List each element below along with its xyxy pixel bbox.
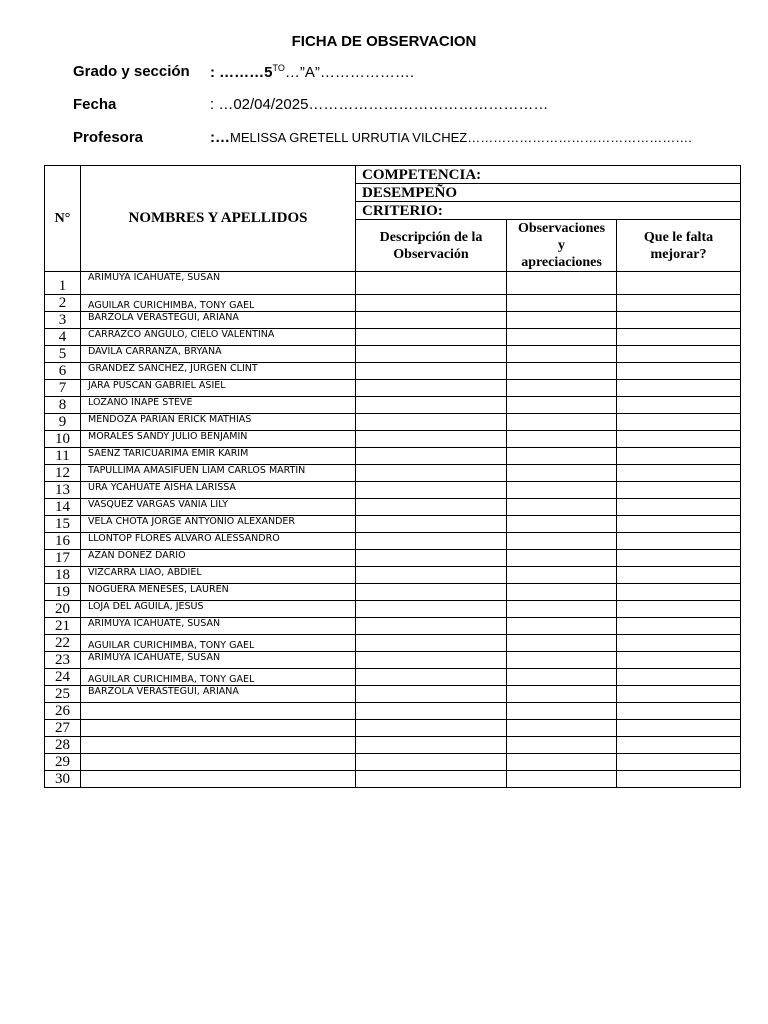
mejorar-cell[interactable] (617, 414, 741, 431)
observaciones-cell[interactable] (507, 414, 617, 431)
descripcion-cell[interactable] (356, 652, 507, 669)
descripcion-cell[interactable] (356, 703, 507, 720)
descripcion-cell[interactable] (356, 397, 507, 414)
student-name: VELA CHOTA JORGE ANTYONIO ALEXANDER (81, 516, 356, 533)
table-row (45, 652, 741, 669)
desempeno-header: DESEMPEÑO (356, 184, 741, 202)
row-number: 13 (45, 482, 81, 499)
descripcion-cell[interactable] (356, 448, 507, 465)
descripcion-cell[interactable] (356, 516, 507, 533)
row-number: 7 (45, 380, 81, 397)
table-row (45, 737, 741, 754)
student-name: BARZOLA VERASTEGUI, ARIANA (81, 312, 356, 329)
table-row (45, 363, 741, 380)
descripcion-cell[interactable] (356, 720, 507, 737)
mejorar-cell[interactable] (617, 516, 741, 533)
descripcion-cell[interactable] (356, 363, 507, 380)
page-title: FICHA DE OBSERVACION (291, 33, 477, 50)
row-number: 4 (45, 329, 81, 346)
observaciones-cell[interactable] (507, 669, 617, 686)
student-name: CARRAZCO ANGULO, CIELO VALENTINA (81, 329, 356, 346)
profesora-value: :…MELISSA GRETELL URRUTIA VILCHEZ……………………………………………. (210, 129, 692, 146)
table-row (45, 312, 741, 329)
table-row (45, 754, 741, 771)
names-header: NOMBRES Y APELLIDOS (81, 166, 356, 272)
student-name: TAPULLIMA AMASIFUEN LIAM CARLOS MARTIN (81, 465, 356, 482)
student-name: ARIMUYA ICAHUATE, SUSAN (81, 272, 356, 295)
row-number: 21 (45, 618, 81, 635)
table-row (45, 414, 741, 431)
table-row (45, 272, 741, 295)
table-row (45, 618, 741, 635)
row-number: 19 (45, 584, 81, 601)
descripcion-cell[interactable] (356, 533, 507, 550)
row-number: 12 (45, 465, 81, 482)
descripcion-cell[interactable] (356, 737, 507, 754)
table-row (45, 516, 741, 533)
observaciones-cell[interactable] (507, 465, 617, 482)
student-name (81, 771, 356, 788)
student-name: MORALES SANDY JULIO BENJAMIN (81, 431, 356, 448)
descripcion-cell[interactable] (356, 635, 507, 652)
observaciones-cell[interactable] (507, 397, 617, 414)
table-row (45, 601, 741, 618)
observaciones-cell[interactable] (507, 567, 617, 584)
table-row (45, 720, 741, 737)
fecha-value: : …02/04/2025………………………………………… (210, 96, 549, 113)
student-name: BARZOLA VERASTEGUI, ARIANA (81, 686, 356, 703)
observaciones-cell[interactable] (507, 584, 617, 601)
row-number: 18 (45, 567, 81, 584)
descripcion-cell[interactable] (356, 329, 507, 346)
descripcion-cell[interactable] (356, 312, 507, 329)
table-row (45, 448, 741, 465)
mejorar-cell[interactable] (617, 499, 741, 516)
table-row (45, 533, 741, 550)
table-row (45, 431, 741, 448)
table-row (45, 686, 741, 703)
descripcion-cell[interactable] (356, 618, 507, 635)
observaciones-cell[interactable] (507, 737, 617, 754)
student-name: VIZCARRA LIAO, ABDIEL (81, 567, 356, 584)
descripcion-cell[interactable] (356, 754, 507, 771)
observaciones-cell[interactable] (507, 652, 617, 669)
mejorar-cell[interactable] (617, 312, 741, 329)
row-number: 29 (45, 754, 81, 771)
row-number: 14 (45, 499, 81, 516)
number-header: N° (45, 166, 81, 272)
mejorar-cell[interactable] (617, 601, 741, 618)
descripcion-cell[interactable] (356, 584, 507, 601)
grado-value: : $\dots\dots\dots 5^{TO}\dots”A”\dots\dots\dots\dots\dots\dots$. (210, 63, 415, 81)
grado-label: Grado y sección (73, 63, 190, 80)
row-number: 1 (45, 272, 81, 295)
mejorar-cell[interactable] (617, 482, 741, 499)
row-number: 2 (45, 295, 81, 312)
table-row (45, 703, 741, 720)
descripcion-cell[interactable] (356, 567, 507, 584)
descripcion-cell[interactable] (356, 431, 507, 448)
student-name: VASQUEZ VARGAS VANIA LILY (81, 499, 356, 516)
table-row (45, 380, 741, 397)
table-row (45, 482, 741, 499)
row-number: 30 (45, 771, 81, 788)
observaciones-header: Observaciones y apreciaciones (507, 220, 617, 272)
competencia-header: COMPETENCIA: (356, 166, 741, 184)
table-row (45, 499, 741, 516)
table-row (45, 567, 741, 584)
observaciones-cell[interactable] (507, 686, 617, 703)
descripcion-cell[interactable] (356, 550, 507, 567)
descripcion-cell[interactable] (356, 380, 507, 397)
mejorar-cell[interactable] (617, 380, 741, 397)
mejorar-cell[interactable] (617, 550, 741, 567)
row-number: 24 (45, 669, 81, 686)
student-name: LLONTOP FLORES ALVARO ALESSANDRO (81, 533, 356, 550)
table-row (45, 295, 741, 312)
mejorar-cell[interactable] (617, 363, 741, 380)
observaciones-cell[interactable] (507, 771, 617, 788)
descripcion-cell[interactable] (356, 482, 507, 499)
mejorar-cell[interactable] (617, 635, 741, 652)
descripcion-cell[interactable] (356, 414, 507, 431)
row-number: 9 (45, 414, 81, 431)
observation-table (44, 165, 741, 788)
row-number: 22 (45, 635, 81, 652)
observaciones-cell[interactable] (507, 272, 617, 295)
student-name: LOZANO IÑAPE STEVE (81, 397, 356, 414)
observaciones-cell[interactable] (507, 363, 617, 380)
observaciones-cell[interactable] (507, 448, 617, 465)
observaciones-cell[interactable] (507, 703, 617, 720)
row-number: 25 (45, 686, 81, 703)
row-number: 11 (45, 448, 81, 465)
mejorar-cell[interactable] (617, 465, 741, 482)
student-name: DAVILA CARRANZA, BRYANA (81, 346, 356, 363)
mejorar-cell[interactable] (617, 754, 741, 771)
observaciones-cell[interactable] (507, 601, 617, 618)
row-number: 23 (45, 652, 81, 669)
row-number: 8 (45, 397, 81, 414)
descripcion-cell[interactable] (356, 295, 507, 312)
row-number: 17 (45, 550, 81, 567)
observaciones-cell[interactable] (507, 482, 617, 499)
descripcion-header: Descripción de la Observación (356, 220, 507, 272)
descripcion-cell[interactable] (356, 272, 507, 295)
row-number: 6 (45, 363, 81, 380)
table-row (45, 465, 741, 482)
mejorar-cell[interactable] (617, 771, 741, 788)
observaciones-cell[interactable] (507, 618, 617, 635)
observaciones-cell[interactable] (507, 533, 617, 550)
student-name: ARIMUYA ICAHUATE, SUSAN (81, 652, 356, 669)
student-name: NOGUERA MENESES, LAUREN (81, 584, 356, 601)
descripcion-cell[interactable] (356, 669, 507, 686)
mejorar-cell[interactable] (617, 448, 741, 465)
student-name: AZAN DOÑEZ DARIO (81, 550, 356, 567)
observaciones-cell[interactable] (507, 635, 617, 652)
table-row (45, 550, 741, 567)
student-name: MENDOZA PARIAN ERICK MATHIAS (81, 414, 356, 431)
student-name: AGUILAR CURICHIMBA, TONY GAEL (81, 635, 356, 652)
table-row (45, 346, 741, 363)
mejorar-cell[interactable] (617, 686, 741, 703)
student-name (81, 720, 356, 737)
student-name: AGUILAR CURICHIMBA, TONY GAEL (81, 669, 356, 686)
descripcion-cell[interactable] (356, 686, 507, 703)
fecha-label: Fecha (73, 96, 117, 113)
row-number: 15 (45, 516, 81, 533)
descripcion-cell[interactable] (356, 346, 507, 363)
criterio-header: CRITERIO: (356, 202, 741, 220)
table-row (45, 771, 741, 788)
table-row (45, 635, 741, 652)
mejorar-cell[interactable] (617, 669, 741, 686)
row-number: 5 (45, 346, 81, 363)
student-name: LOJA DEL AGUILA, JESUS (81, 601, 356, 618)
mejorar-cell[interactable] (617, 584, 741, 601)
student-name (81, 754, 356, 771)
student-name (81, 703, 356, 720)
mejorar-cell[interactable] (617, 737, 741, 754)
mejorar-header: Que le falta mejorar? (617, 220, 741, 272)
student-name: SAENZ TARICUARIMA EMIR KARIM (81, 448, 356, 465)
row-number: 26 (45, 703, 81, 720)
row-number: 20 (45, 601, 81, 618)
observaciones-cell[interactable] (507, 516, 617, 533)
mejorar-cell[interactable] (617, 272, 741, 295)
descripcion-cell[interactable] (356, 601, 507, 618)
student-name (81, 737, 356, 754)
row-number: 28 (45, 737, 81, 754)
mejorar-cell[interactable] (617, 431, 741, 448)
student-name: URA YCAHUATE AISHA LARISSA (81, 482, 356, 499)
table-row (45, 669, 741, 686)
table-row (45, 397, 741, 414)
mejorar-cell[interactable] (617, 618, 741, 635)
observaciones-cell[interactable] (507, 754, 617, 771)
mejorar-cell[interactable] (617, 652, 741, 669)
student-name: JARA PUSCAN GABRIEL ASIEL (81, 380, 356, 397)
mejorar-cell[interactable] (617, 397, 741, 414)
student-name: ARIMUYA ICAHUATE, SUSAN (81, 618, 356, 635)
descripcion-cell[interactable] (356, 465, 507, 482)
mejorar-cell[interactable] (617, 533, 741, 550)
mejorar-cell[interactable] (617, 567, 741, 584)
observaciones-cell[interactable] (507, 499, 617, 516)
observaciones-cell[interactable] (507, 346, 617, 363)
observaciones-cell[interactable] (507, 380, 617, 397)
mejorar-cell[interactable] (617, 346, 741, 363)
mejorar-cell[interactable] (617, 295, 741, 312)
table-row (45, 329, 741, 346)
observaciones-cell[interactable] (507, 312, 617, 329)
student-name: GRANDEZ SANCHEZ, JURGEN CLINT (81, 363, 356, 380)
row-number: 16 (45, 533, 81, 550)
observaciones-cell[interactable] (507, 295, 617, 312)
table-row (45, 584, 741, 601)
row-number: 27 (45, 720, 81, 737)
mejorar-cell[interactable] (617, 703, 741, 720)
mejorar-cell[interactable] (617, 329, 741, 346)
mejorar-cell[interactable] (617, 720, 741, 737)
row-number: 10 (45, 431, 81, 448)
observaciones-cell[interactable] (507, 720, 617, 737)
descripcion-cell[interactable] (356, 499, 507, 516)
descripcion-cell[interactable] (356, 771, 507, 788)
profesora-label: Profesora (73, 129, 144, 146)
observaciones-cell[interactable] (507, 550, 617, 567)
row-number: 3 (45, 312, 81, 329)
observaciones-cell[interactable] (507, 431, 617, 448)
observaciones-cell[interactable] (507, 329, 617, 346)
student-name: AGUILAR CURICHIMBA, TONY GAEL (81, 295, 356, 312)
